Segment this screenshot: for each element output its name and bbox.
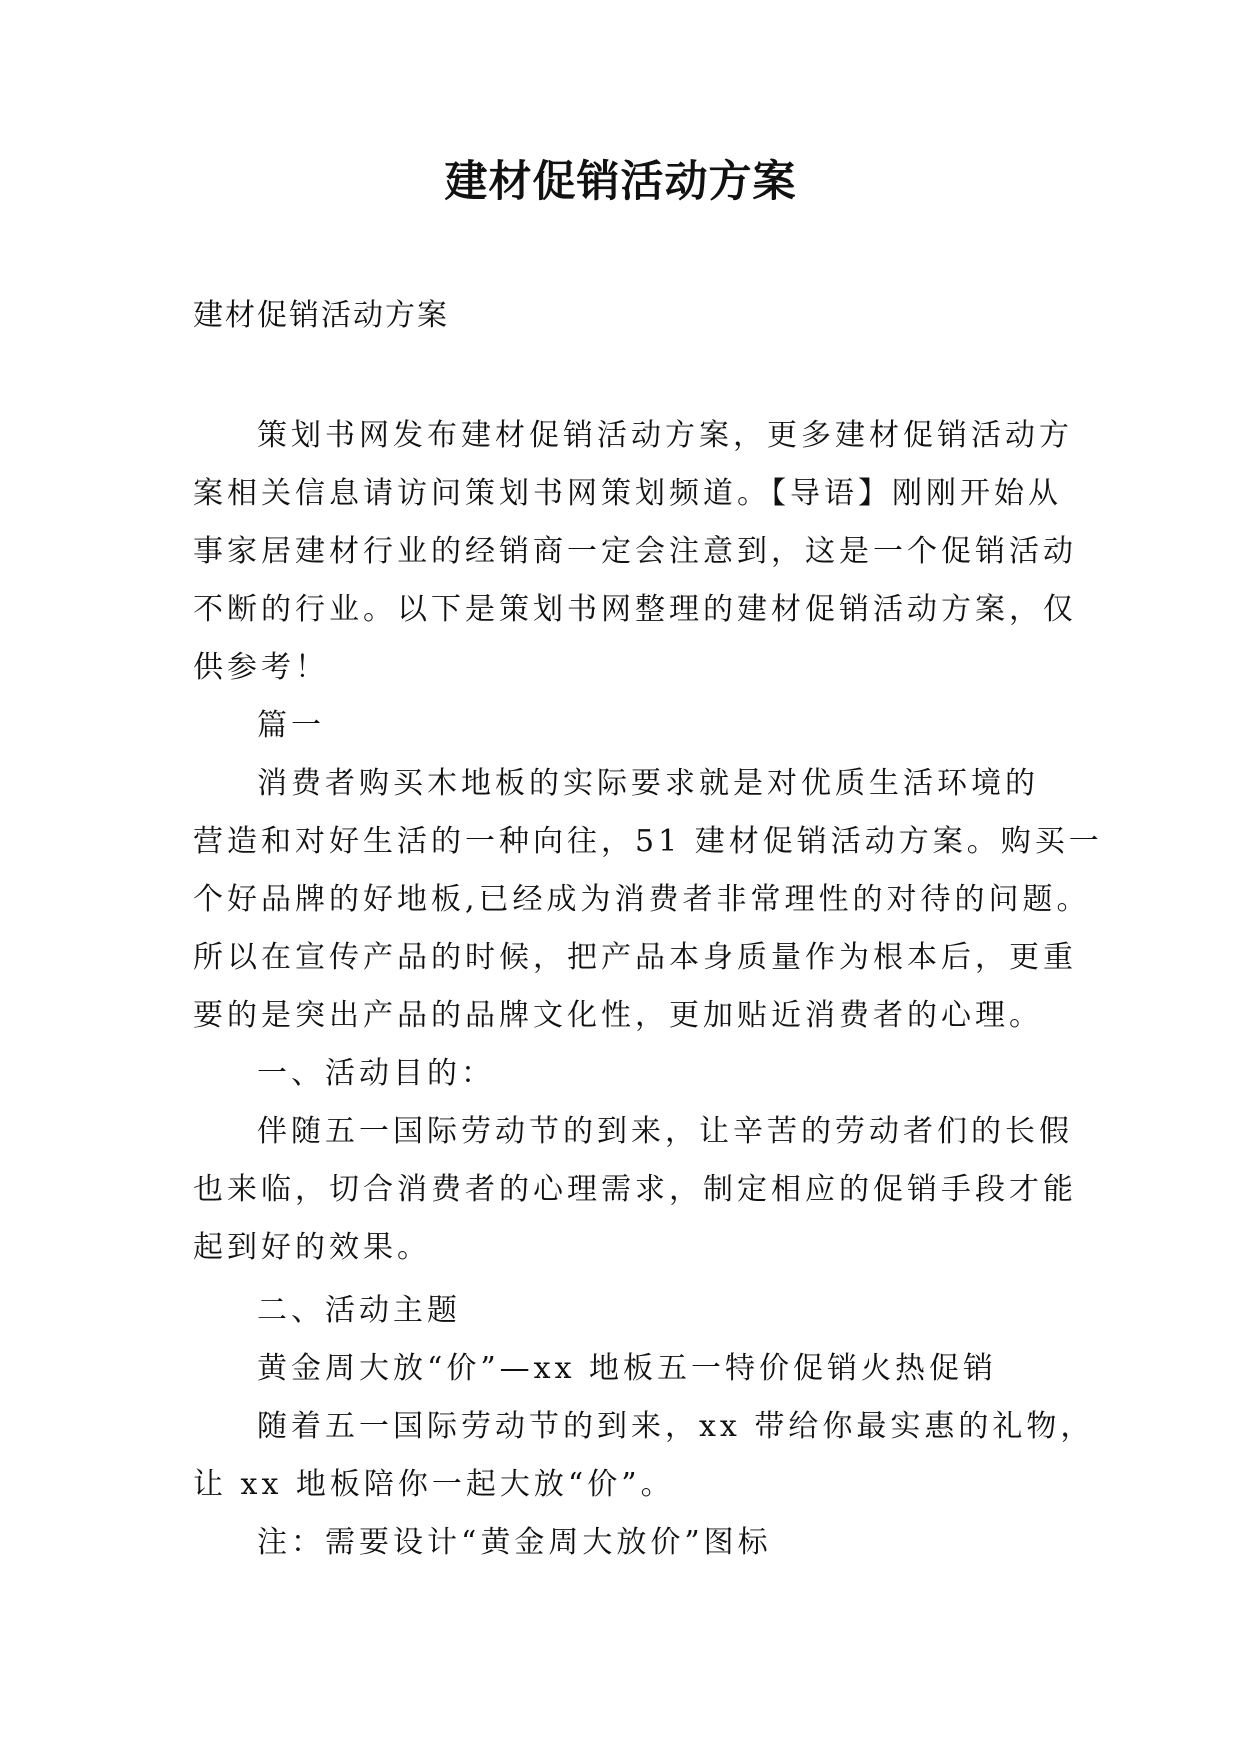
body-line: 随着五一国际劳动节的到来，xx 带给你最实惠的礼物， xyxy=(257,1409,1095,1444)
body-line: 供参考！ xyxy=(193,650,329,685)
body-line: 让 xx 地板陪你一起大放“价”。 xyxy=(193,1467,675,1502)
body-line: 也来临，切合消费者的心理需求，制定相应的促销手段才能 xyxy=(193,1172,1077,1207)
body-line: 事家居建材行业的经销商一定会注意到，这是一个促销活动 xyxy=(193,534,1077,569)
body-line: 所以在宣传产品的时候，把产品本身质量作为根本后，更重 xyxy=(193,940,1077,975)
body-line: 要的是突出产品的品牌文化性，更加贴近消费者的心理。 xyxy=(193,998,1043,1033)
section-heading: 一、活动目的： xyxy=(257,1056,495,1091)
document-body xyxy=(193,407,1103,1572)
body-line: 伴随五一国际劳动节的到来，让辛苦的劳动者们的长假 xyxy=(257,1114,1073,1149)
body-line: 黄金周大放“价”—xx 地板五一特价促销火热促销 xyxy=(257,1351,998,1386)
body-line: 营造和对好生活的一种向往，51 建材促销活动方案。购买一 xyxy=(193,824,1103,859)
section-label: 篇一 xyxy=(257,708,325,743)
note-line: 注：需要设计“黄金周大放价”图标 xyxy=(257,1525,772,1560)
body-line: 个好品牌的好地板,已经成为消费者非常理性的对待的问题。 xyxy=(193,882,1091,917)
body-line: 不断的行业。以下是策划书网整理的建材促销活动方案，仅 xyxy=(193,592,1077,627)
body-line: 案相关信息请访问策划书网策划频道。【导语】刚刚开始从 xyxy=(193,476,1062,511)
document-subtitle: 建材促销活动方案 xyxy=(193,298,449,333)
section-heading: 二、活动主题 xyxy=(257,1293,461,1328)
body-line: 起到好的效果。 xyxy=(193,1230,431,1265)
document-title: 建材促销活动方案 xyxy=(444,157,797,207)
body-line: 消费者购买木地板的实际要求就是对优质生活环境的 xyxy=(257,766,1039,801)
body-line: 策划书网发布建材促销活动方案，更多建材促销活动方 xyxy=(257,418,1073,453)
